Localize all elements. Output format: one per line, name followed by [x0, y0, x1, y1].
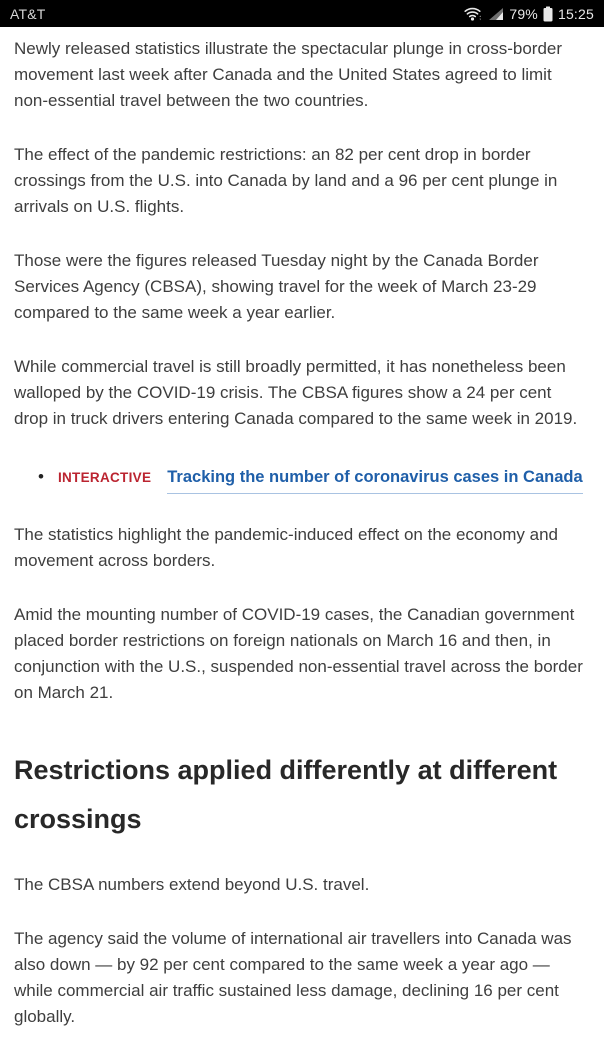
paragraph: The statistics highlight the pandemic-induced effect on the economy and movement across borders. — [14, 525, 559, 570]
section-heading: Restrictions applied differently at different crossings — [14, 755, 558, 834]
paragraph: Newly released statistics illustrate the spectacular plunge in cross-border movement last week after Canada and the United States agreed to limit non-essential travel between the two countries. — [14, 39, 563, 110]
clock-label: 15:25 — [557, 5, 594, 22]
status-bar — [0, 0, 604, 27]
battery-icon — [543, 6, 553, 22]
article-body — [0, 27, 604, 1062]
interactive-bullet-item — [14, 464, 590, 494]
paragraph: Those were the figures released Tuesday night by the Canada Border Services Agency (CBSA), showing travel for the week of March 23-29 compared to the same week a year earlier. — [14, 251, 539, 322]
cellular-signal-icon — [488, 7, 504, 21]
paragraph: The agency said the volume of international air travellers into Canada was also down — by 92 per cent compared to the same week a year ago — while commercial air traffic sustained less damage, declining 16 per cent globally. — [14, 929, 572, 1026]
carrier-label: AT&T — [10, 5, 46, 22]
paragraph: The effect of the pandemic restrictions: an 82 per cent drop in border crossings from the U.S. into Canada by land and a 96 per cent plunge in arrivals on U.S. flights. — [14, 145, 558, 216]
battery-percent-label: 79% — [509, 5, 538, 22]
paragraph: Amid the mounting number of COVID-19 cases, the Canadian government placed border restrictions on foreign nationals on March 16 and then, in conjunction with the U.S., suspended non-essential travel across the border on March 21. — [14, 605, 583, 702]
interactive-article-link[interactable]: Tracking the number of coronavirus cases in Canada — [167, 464, 582, 494]
paragraph: While commercial travel is still broadly permitted, it has nonetheless been walloped by the COVID-19 crisis. The CBSA figures show a 24 per cent drop in truck drivers entering Canada compared to the same week in 2019. — [14, 357, 578, 428]
wifi-icon — [464, 6, 483, 22]
bullet-icon: • — [38, 467, 44, 486]
paragraph: The CBSA numbers extend beyond U.S. travel. — [14, 875, 370, 894]
interactive-kicker-label: INTERACTIVE — [57, 470, 152, 485]
